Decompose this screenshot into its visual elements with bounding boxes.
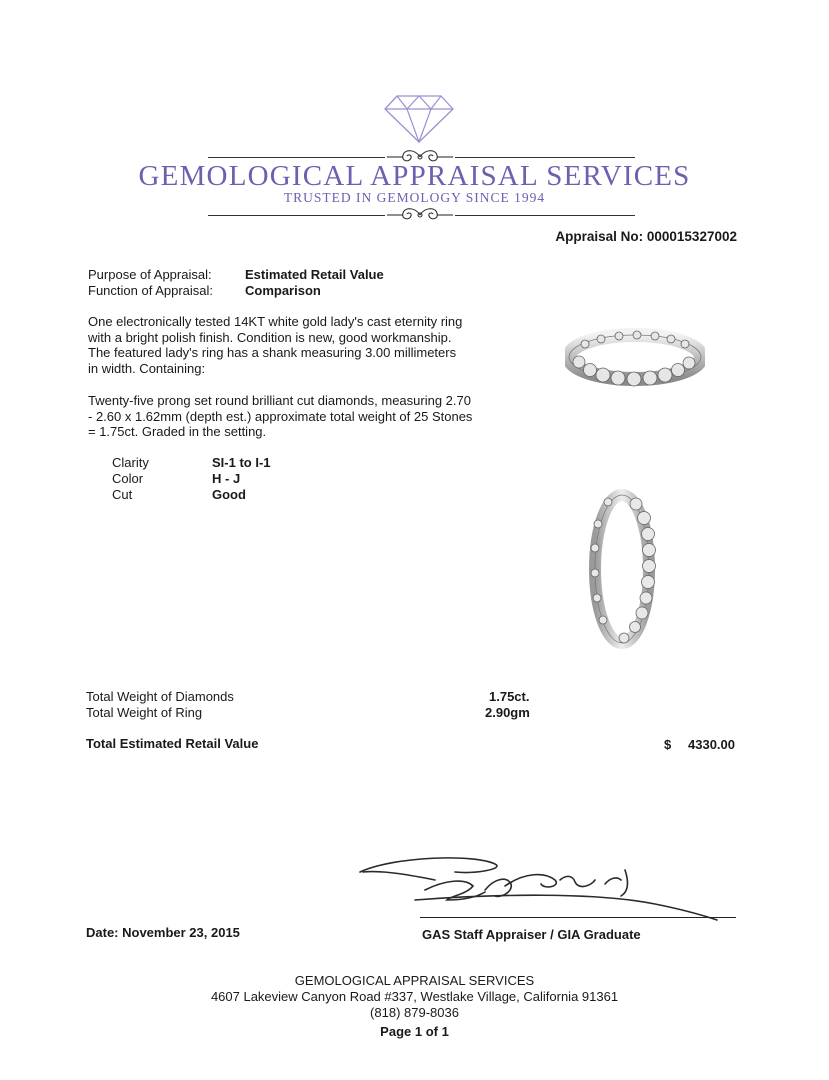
function-value: Comparison [245, 283, 321, 298]
header-rule-left-top [208, 157, 385, 158]
color-label: Color [112, 471, 144, 486]
appraisal-date: Date: November 23, 2015 [86, 925, 240, 940]
scroll-ornament-icon [385, 205, 455, 225]
stones-line: Twenty-five prong set round brilliant cut diamonds, measuring 2.70 [88, 393, 471, 408]
purpose-value: Estimated Retail Value [245, 267, 384, 282]
description-line: The featured lady's ring has a shank measuring 3.00 millimeters [88, 345, 457, 360]
total-ring-value: 2.90gm [485, 705, 530, 720]
description-line: in width. Containing: [88, 360, 206, 376]
description-line: One electronically tested 14KT white gold lady's cast eternity ring [88, 314, 463, 329]
total-retail-label: Total Estimated Retail Value [86, 736, 259, 751]
footer-address: 4607 Lakeview Canyon Road #337, Westlake Village, California 91361 [210, 989, 619, 1004]
color-value: H - J [212, 471, 241, 486]
appraiser-title: GAS Staff Appraiser / GIA Graduate [422, 927, 641, 942]
signature-line [420, 917, 736, 918]
total-diamonds-label: Total Weight of Diamonds [86, 689, 234, 704]
cut-value: Good [212, 487, 246, 502]
currency-symbol: $ [664, 737, 672, 752]
page-number: Page 1 of 1 [380, 1024, 449, 1039]
company-name: GEMOLOGICAL APPRAISAL SERVICES [138, 160, 691, 192]
header-rule-right-top [455, 157, 635, 158]
stones-line: - 2.60 x 1.62mm (depth est.) approximate total weight of 25 Stones [88, 408, 473, 424]
stones-description [88, 393, 493, 440]
cut-label: Cut [112, 487, 133, 502]
company-tagline: TRUSTED IN GEMOLOGY SINCE 1994 [283, 190, 546, 205]
ring-front-photo [588, 488, 656, 650]
header-rule-right-bottom [455, 215, 635, 216]
stones-line: = 1.75ct. Graded in the setting. [88, 424, 267, 439]
clarity-value: SI-1 to I-1 [212, 455, 271, 470]
header-rule-left-bottom [208, 215, 385, 216]
description-line: with a bright polish finish. Condition is new, good workmanship. [88, 329, 452, 345]
total-ring-label: Total Weight of Ring [86, 705, 203, 720]
clarity-label: Clarity [112, 455, 149, 470]
appraiser-signature [355, 850, 735, 930]
ring-side-photo [565, 320, 705, 400]
appraisal-number: Appraisal No: 000015327002 [555, 229, 737, 244]
diamond-icon [383, 92, 455, 144]
footer-company: GEMOLOGICAL APPRAISAL SERVICES [294, 973, 535, 988]
total-diamonds-value: 1.75ct. [489, 689, 530, 704]
function-label: Function of Appraisal: [88, 283, 214, 298]
purpose-label: Purpose of Appraisal: [88, 267, 212, 282]
total-retail-value: 4330.00 [688, 737, 735, 752]
item-description [88, 314, 493, 376]
footer-phone: (818) 879-8036 [370, 1005, 459, 1020]
